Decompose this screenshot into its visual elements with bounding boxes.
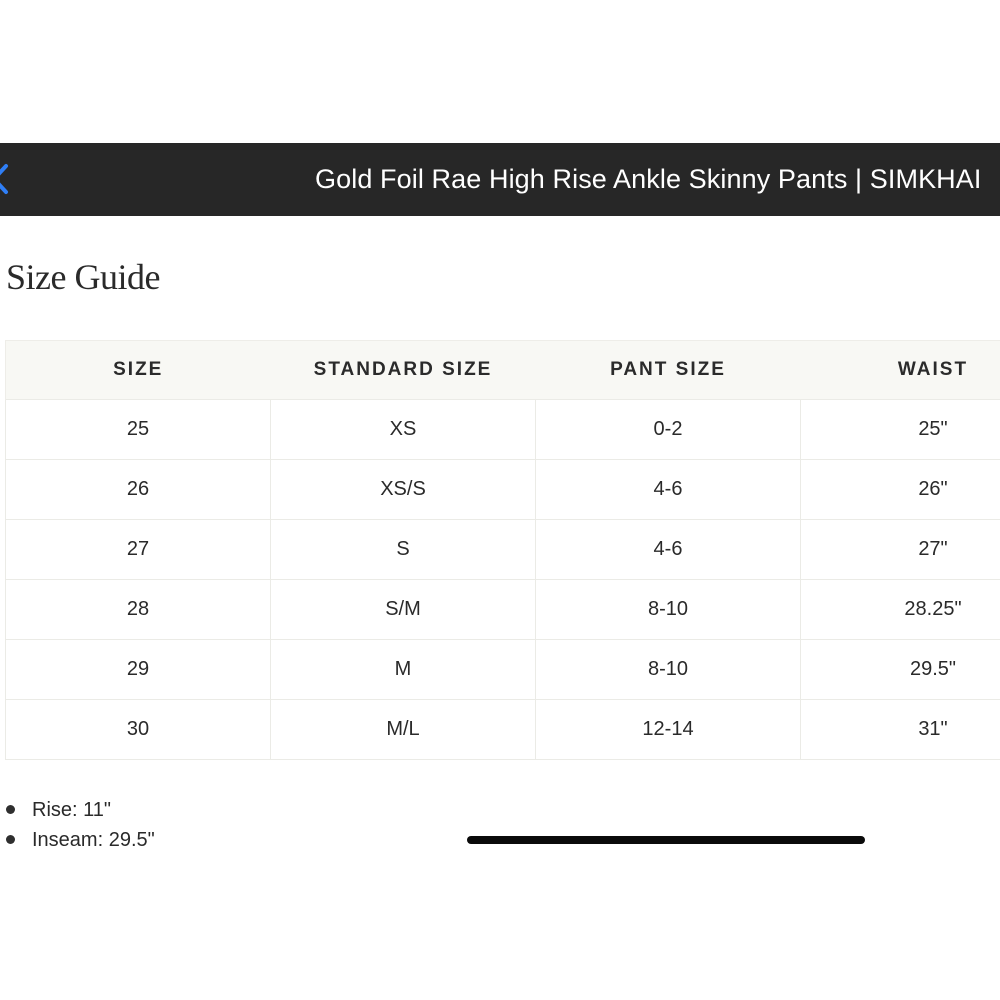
table-row	[6, 640, 1000, 700]
note-rise	[6, 795, 155, 825]
note-inseam	[6, 825, 155, 855]
cell-pant-size: 8-10	[536, 580, 801, 640]
table-row	[6, 520, 1000, 580]
cell-waist: 31"	[801, 700, 1000, 760]
cell-standard-size: XS/S	[271, 460, 536, 520]
browser-title-bar	[0, 143, 1000, 216]
cell-size: 28	[6, 580, 271, 640]
cell-waist: 28.25"	[801, 580, 1000, 640]
cell-pant-size: 12-14	[536, 700, 801, 760]
table-row	[6, 400, 1000, 460]
cell-pant-size: 4-6	[536, 460, 801, 520]
column-header-waist: WAIST	[801, 341, 1000, 400]
page-header-title: Gold Foil Rae High Rise Ankle Skinny Pants | SIMKHAI	[315, 164, 982, 194]
cell-standard-size: S	[271, 520, 536, 580]
bullet-icon	[6, 805, 15, 814]
size-guide-table	[5, 340, 1000, 760]
cell-size: 27	[6, 520, 271, 580]
home-indicator-bar[interactable]	[467, 836, 865, 844]
column-header-standard-size: STANDARD SIZE	[271, 341, 536, 400]
table-row	[6, 460, 1000, 520]
cell-standard-size: XS	[271, 400, 536, 460]
cell-waist: 27"	[801, 520, 1000, 580]
chevron-left-icon[interactable]	[0, 163, 14, 195]
measurement-notes-list	[6, 795, 155, 855]
table-row	[6, 700, 1000, 760]
cell-waist: 26"	[801, 460, 1000, 520]
cell-pant-size: 0-2	[536, 400, 801, 460]
cell-size: 25	[6, 400, 271, 460]
cell-pant-size: 4-6	[536, 520, 801, 580]
cell-standard-size: S/M	[271, 580, 536, 640]
cell-pant-size: 8-10	[536, 640, 801, 700]
table-header-row	[6, 341, 1000, 400]
cell-size: 30	[6, 700, 271, 760]
cell-standard-size: M/L	[271, 700, 536, 760]
bullet-icon	[6, 835, 15, 844]
cell-standard-size: M	[271, 640, 536, 700]
cell-waist: 25"	[801, 400, 1000, 460]
cell-waist: 29.5"	[801, 640, 1000, 700]
page-title: Size Guide	[6, 257, 160, 297]
cell-size: 29	[6, 640, 271, 700]
column-header-size: SIZE	[6, 341, 271, 400]
note-text: Rise: 11"	[32, 799, 111, 821]
note-text: Inseam: 29.5"	[32, 829, 155, 851]
column-header-pant-size: PANT SIZE	[536, 341, 801, 400]
cell-size: 26	[6, 460, 271, 520]
table-row	[6, 580, 1000, 640]
